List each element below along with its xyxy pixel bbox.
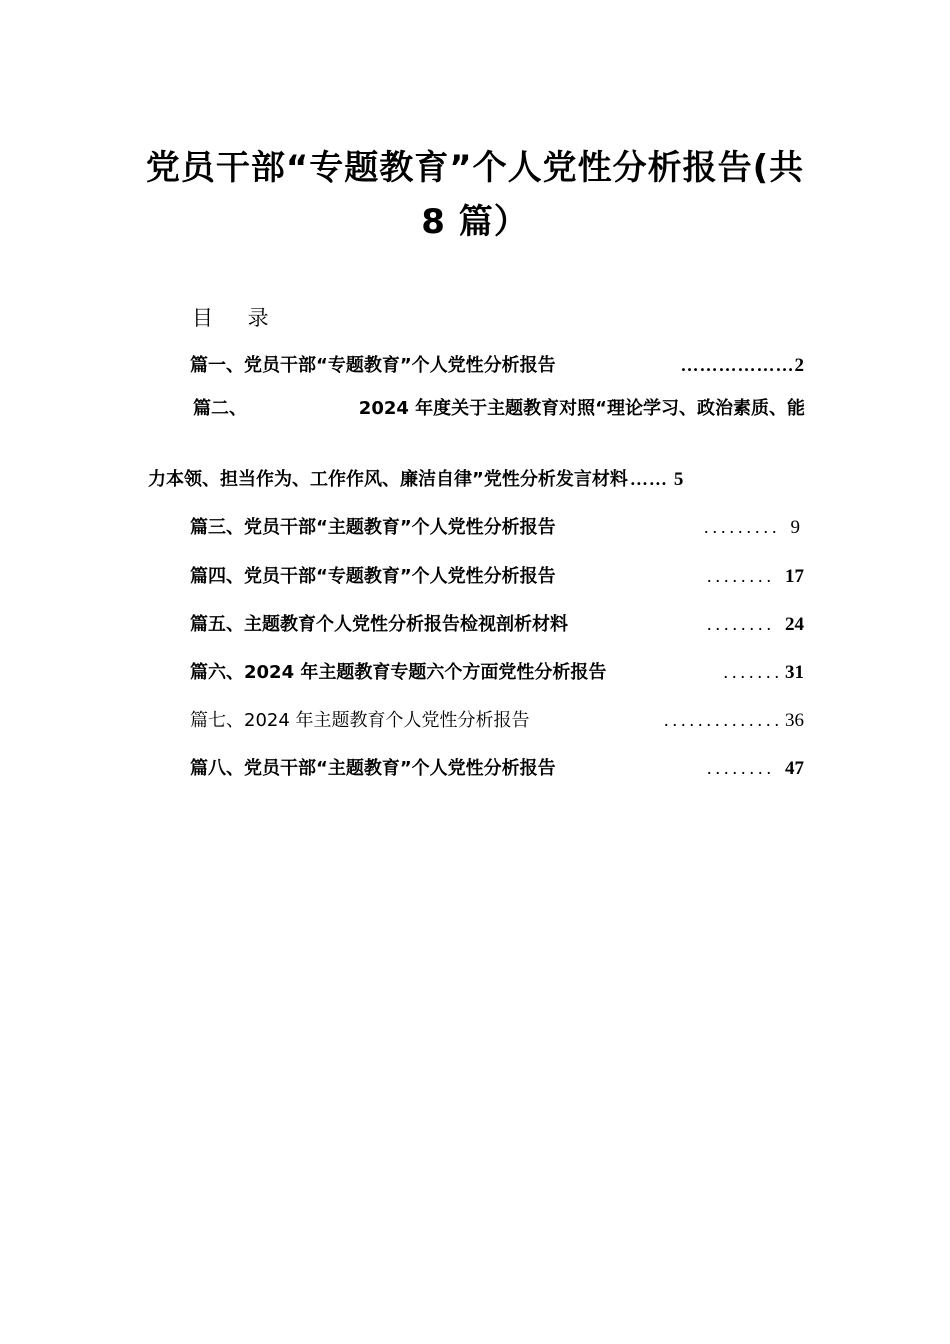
- toc-entry-label-continued: 力本领、担当作为、工作作风、廉洁自律”党性分析发言材料: [148, 469, 628, 490]
- toc-entry-page: 36: [785, 710, 804, 731]
- toc-entry-leader: ………………: [680, 355, 795, 375]
- toc-entry-2-line1[interactable]: [193, 394, 805, 424]
- toc-heading: 目 录: [192, 306, 283, 330]
- toc-entry-page: 31: [785, 662, 804, 683]
- toc-entry-leader: ........: [707, 758, 775, 778]
- toc-entry-3[interactable]: [190, 512, 800, 543]
- toc-entry-page: 5: [673, 469, 684, 490]
- toc-entry-leader: ……: [629, 469, 668, 489]
- toc-entry-label: 篇三、党员干部“主题教育”个人党性分析报告: [190, 517, 556, 538]
- toc-entry-label: 篇八、党员干部“主题教育”个人党性分析报告: [190, 758, 556, 779]
- toc-entry-8[interactable]: [190, 753, 804, 784]
- toc-entry-label: 2024 年度关于主题教育对照“理论学习、政治素质、能: [358, 398, 805, 419]
- toc-entry-leader: .........: [704, 517, 781, 537]
- toc-entry-leader: ..............: [664, 710, 783, 730]
- toc-entry-page: 47: [785, 758, 804, 779]
- toc-entry-page: 24: [785, 614, 804, 635]
- toc-entry-2-line2[interactable]: [148, 464, 800, 495]
- toc-entry-label: 篇五、主题教育个人党性分析报告检视剖析材料: [190, 614, 568, 635]
- toc-entry-5[interactable]: [190, 609, 804, 640]
- toc-entry-label: 篇七、2024 年主题教育个人党性分析报告: [190, 710, 530, 731]
- toc-entry-leader: .......: [723, 662, 783, 682]
- toc-entry-label: 篇一、党员干部“专题教育”个人党性分析报告: [190, 355, 556, 376]
- toc-entry-label-prefix: 篇二、: [193, 398, 247, 419]
- toc-entry-page: 2: [794, 355, 804, 376]
- toc-entry-leader: ........: [707, 566, 775, 586]
- toc-entry-page: 17: [785, 566, 804, 587]
- document-title-line2: 8 篇）: [421, 202, 529, 242]
- toc-entry-label: 篇六、2024 年主题教育专题六个方面党性分析报告: [190, 662, 607, 683]
- toc-entry-page: 9: [790, 517, 800, 538]
- toc-entry-6[interactable]: [190, 657, 804, 688]
- toc-entry-leader: ........: [707, 614, 775, 634]
- toc-entry-4[interactable]: [190, 561, 804, 592]
- toc-entry-7[interactable]: [190, 705, 804, 736]
- document-title-line1: 党员干部“专题教育”个人党性分析报告(共: [145, 148, 805, 188]
- toc-entry-1[interactable]: [190, 350, 804, 381]
- toc-entry-label: 篇四、党员干部“专题教育”个人党性分析报告: [190, 566, 556, 587]
